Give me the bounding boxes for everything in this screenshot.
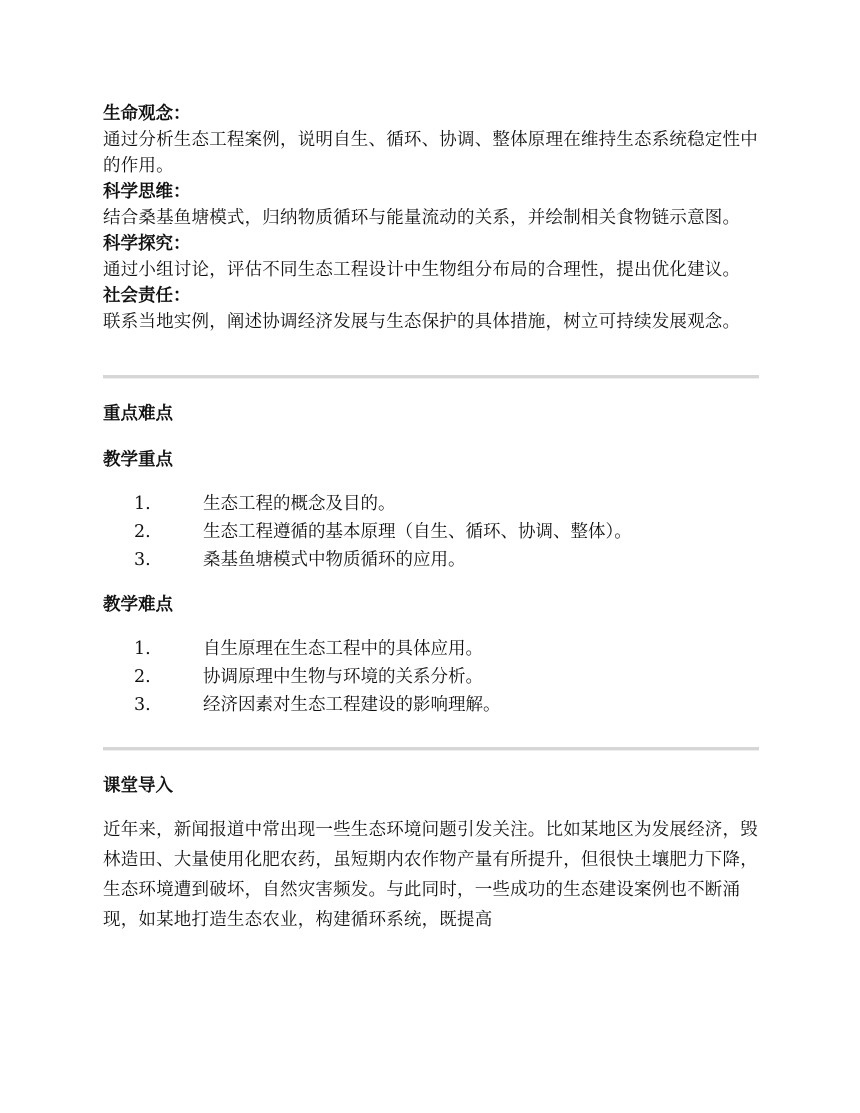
objective-text-social-responsibility: 联系当地实例，阐述协调经济发展与生态保护的具体措施，树立可持续发展观念。 [103, 312, 741, 332]
teaching-focus-heading: 教学重点 [103, 450, 173, 470]
list-item [103, 518, 759, 546]
list-item-number: 3. [134, 550, 151, 570]
list-item-number: 1. [134, 494, 151, 514]
section-divider [103, 375, 759, 379]
list-item [103, 546, 759, 574]
list-item [103, 635, 759, 663]
list-item-text: 桑基鱼塘模式中物质循环的应用。 [203, 550, 466, 570]
teaching-difficulty-heading: 教学难点 [103, 595, 173, 615]
objective-label-scientific-inquiry: 科学探究： [103, 234, 191, 254]
teaching-difficulty-list [103, 635, 759, 719]
list-item-text: 生态工程的概念及目的。 [203, 494, 396, 514]
list-item-text: 经济因素对生态工程建设的影响理解。 [203, 695, 501, 715]
list-item-number: 2. [134, 667, 151, 687]
objective-label-scientific-thinking: 科学思维： [103, 182, 191, 202]
key-points-section [103, 401, 759, 719]
list-item-number: 1. [134, 639, 151, 659]
objective-text-scientific-thinking: 结合桑基鱼塘模式，归纳物质循环与能量流动的关系，并绘制相关食物链示意图。 [103, 208, 741, 228]
intro-paragraph: 近年来，新闻报道中常出现一些生态环境问题引发关注。比如某地区为发展经济，毁林造田、大量使用化肥农药，虽短期内农作物产量有所提升，但很快土壤肥力下降，生态环境遭到破坏，自然灾害频发。与此同时，一些成功的生态建设案例也不断涌现，如某地打造生态农业，构建循环系统，既提高 [103, 820, 758, 930]
objective-label-life-concept: 生命观念： [103, 104, 191, 124]
list-item-text: 自生原理在生态工程中的具体应用。 [203, 639, 483, 659]
intro-heading: 课堂导入 [103, 776, 173, 796]
key-points-heading: 重点难点 [103, 404, 173, 424]
list-item [103, 663, 759, 691]
list-item [103, 691, 759, 719]
teaching-focus-list [103, 490, 759, 574]
list-item [103, 490, 759, 518]
objective-text-life-concept: 通过分析生态工程案例，说明自生、循环、协调、整体原理在维持生态系统稳定性中的作用。 [103, 130, 758, 176]
section-divider [103, 747, 759, 751]
list-item-text: 协调原理中生物与环境的关系分析。 [203, 667, 483, 687]
intro-section [103, 773, 759, 935]
objectives-section [103, 101, 759, 335]
document-content [103, 101, 759, 935]
objective-text-scientific-inquiry: 通过小组讨论，评估不同生态工程设计中生物组分布局的合理性，提出优化建议。 [103, 260, 741, 280]
list-item-text: 生态工程遵循的基本原理（自生、循环、协调、整体）。 [203, 522, 632, 542]
list-item-number: 3. [134, 695, 151, 715]
list-item-number: 2. [134, 522, 151, 542]
objective-label-social-responsibility: 社会责任： [103, 286, 191, 306]
